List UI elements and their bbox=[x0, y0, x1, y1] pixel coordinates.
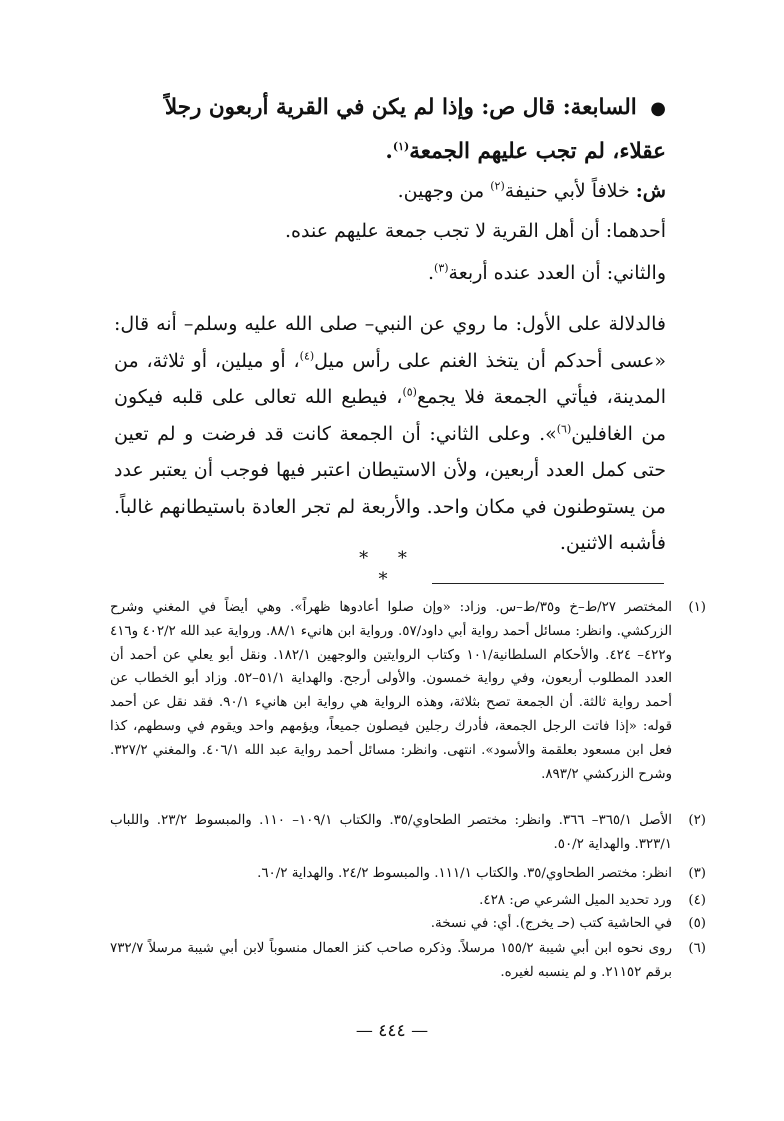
footnote-1 bbox=[110, 596, 706, 786]
footnote-ref-1[interactable]: (١) bbox=[392, 139, 410, 153]
first-aspect-line: أحدهما: أن أهل القرية لا تجب جمعة عليهم عنده. bbox=[285, 220, 666, 242]
footnote-5 bbox=[110, 912, 706, 936]
footnote-ref-5[interactable]: (٥) bbox=[402, 385, 417, 399]
page-number: — ٤٤٤ — bbox=[355, 1021, 429, 1041]
footnote-3 bbox=[110, 862, 706, 886]
commentary-line bbox=[398, 180, 666, 202]
evidence-paragraph bbox=[114, 306, 666, 562]
section-divider-stars: * * * bbox=[359, 548, 419, 590]
footnote-ref-4[interactable]: (٤) bbox=[299, 349, 315, 363]
second-aspect-text: والثاني: أن العدد عنده أربعة bbox=[448, 262, 666, 284]
bullet-icon: ● bbox=[650, 98, 666, 119]
footnote-4 bbox=[110, 889, 706, 913]
evidence-part-2: ، أو ميلين، أو ثلاثة، من المدينة، فيأتي الجمعة فلا يجمع bbox=[114, 349, 666, 408]
heading-label: السابعة: bbox=[562, 95, 637, 120]
heading-text: قال ص: وإذا لم يكن في القرية أربعون رجلاً عقلاء، لم تجب عليهم الجمعة bbox=[164, 95, 666, 164]
footnote-text: المختصر ٢٧/ط–خ و٣٥/ط–س. وزاد: «وإن صلوا أعادوها ظهراً». وهي أيضاً في المغني وشرح الزركشي. وانظر: مسائل أحمد رواية أبي داود/٥٧. ورواية ابن هانيء ٨٨/١. ورواية عبد الله ٤٠٢/٢ و٤١٦ و٤٢٢– ٤٢٤. والأحكام السلطانية/١٠١ وكتاب الروايتين والوجهين ١٨٢/١. ونقل أبو يعلي عن أحمد أن العدد المطلوب أربعون، وفي رواية خمسون. والأولى أرجح. والهداية ٥١/١–٥٢. وزاد أبو الخطاب عن أحمد رواية ثالثة. أن الجمعة تصح بثلاثة، وهذه الرواية هي رواية ابن هانيء ٩٠/١. فقد نقل عن أحمد قوله: «إذا فاتت الرجل الجمعة، فأدرك رجلين فيصلون جميعاً، ويؤمهم واحد ويقوم في وسطهم، كذا فعل ابن مسعود بعلقمة والأسود». انتهى. وانظر: مسائل أحمد رواية عبد الله ٤٠٦/١. والمغني ٣٢٧/٢. وشرح الزركشي ٨٩٣/٢. bbox=[110, 600, 672, 782]
footnote-text: الأصل ٣٦٥/١– ٣٦٦. وانظر: مختصر الطحاوي/٣٥. والكتاب ١٠٩/١– ١١٠. والمبسوط ٢٣/٢. واللباب ٣٢٣/١. والهداية ٥٠/٢. bbox=[110, 813, 673, 852]
commentary-text: خلافاً لأبي حنيفة bbox=[504, 180, 636, 202]
footnote-text: روى نحوه ابن أبي شيبة ١٥٥/٢ مرسلاً. وذكره صاحب كنز العمال منسوباً لابن أبي شيبة مرسلاً ٧٣٢/٧ برقم ٢١١٥٢. و لم ينسبه لغيره. bbox=[110, 941, 672, 980]
commentary-end: من وجهين. bbox=[397, 180, 491, 202]
evidence-part-3: ، فيطبع الله تعالى على قلبه فيكون من الغافلين bbox=[114, 386, 666, 445]
footnote-separator bbox=[432, 583, 664, 584]
footnote-6 bbox=[110, 937, 706, 985]
commentary-label: ش: bbox=[635, 180, 666, 202]
footnote-number: (٣) bbox=[688, 866, 706, 881]
footnote-text: في الحاشية كتب (حـ يخرج). أي: في نسخة. bbox=[430, 916, 672, 931]
footnote-number: (٢) bbox=[688, 813, 706, 828]
footnote-text: انظر: مختصر الطحاوي/٣٥. والكتاب ١١١/١. والمبسوط ٢٤/٢. والهداية ٦٠/٢. bbox=[257, 866, 672, 881]
footnote-number: (١) bbox=[688, 600, 706, 615]
evidence-part-4: ». وعلى الثاني: أن الجمعة كانت قد فرضت و لم تعين حتى كمل العدد أربعين، ولأن الاستيطان اعتبر فيها فوجب أن يعتبر عدد من يستوطنون في مكان واحد. والأربعة لم تجر العادة باستيطانهم غالباً. فأشبه الاثنين. bbox=[114, 422, 666, 554]
footnote-text: ورد تحديد الميل الشرعي ص: ٤٢٨. bbox=[479, 893, 672, 908]
section-heading bbox=[116, 86, 666, 173]
footnote-2 bbox=[110, 809, 706, 857]
footnote-number: (٥) bbox=[688, 916, 706, 931]
footnote-number: (٤) bbox=[688, 893, 706, 908]
footnote-ref-2[interactable]: (٢) bbox=[490, 179, 505, 193]
footnote-ref-3[interactable]: (٣) bbox=[434, 261, 449, 275]
heading-end: . bbox=[385, 139, 393, 164]
evidence-part-1: فالدلالة على الأول: ما روي عن النبي– صلى الله عليه وسلم– أنه قال: «عسى أحدكم أن يتخذ الغنم على رأس ميل bbox=[114, 313, 667, 372]
second-aspect-line bbox=[428, 262, 666, 284]
footnote-number: (٦) bbox=[688, 941, 706, 956]
footnote-ref-6[interactable]: (٦) bbox=[556, 422, 572, 436]
second-aspect-end: . bbox=[427, 262, 435, 284]
